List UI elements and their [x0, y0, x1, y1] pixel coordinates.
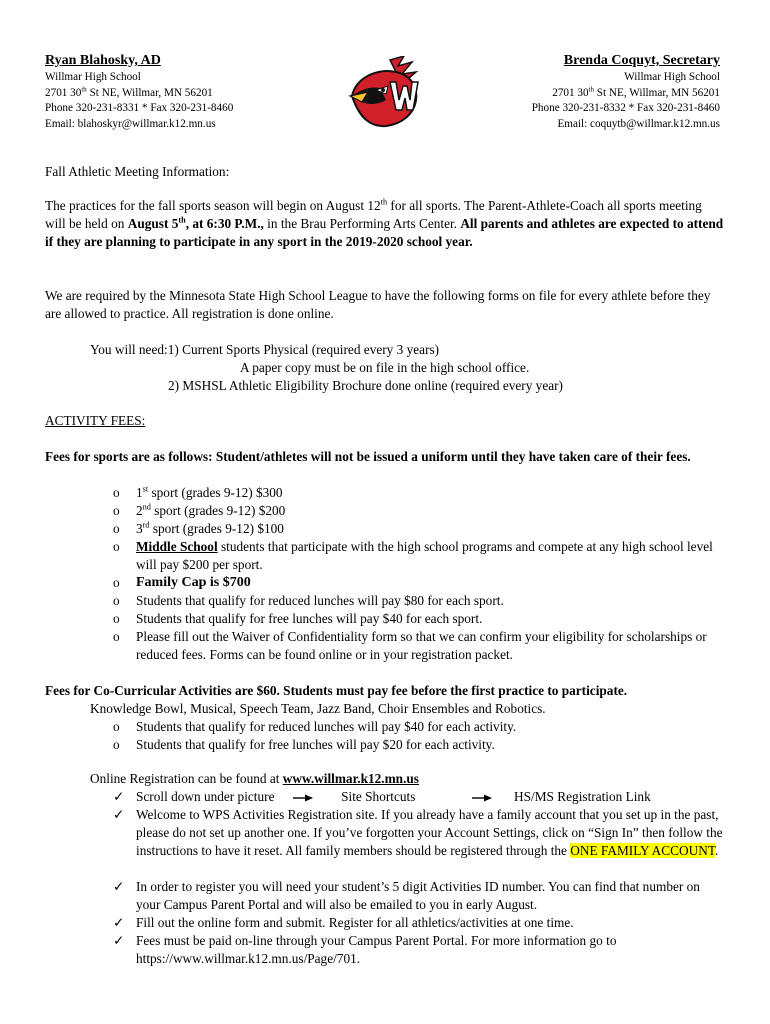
sport-fee-2-pre: 2 — [136, 503, 143, 518]
secretary-address-post: St NE, Willmar, MN 56201 — [594, 86, 720, 99]
ad-school: Willmar High School — [45, 71, 141, 83]
checkmark-icon: ✓ — [113, 933, 125, 948]
sport-fee-1-sup: st — [142, 484, 149, 494]
ad-address-sup: th — [81, 84, 87, 93]
registration-intro — [90, 770, 730, 788]
secretary-name: Brenda Coquyt, Secretary — [563, 53, 720, 68]
sport-fee-1-post: sport (grades 9-12) $300 — [148, 485, 283, 500]
secretary-address-sup: th — [588, 84, 594, 93]
meeting-date-a: August 5 — [127, 216, 179, 231]
meeting-heading: Fall Athletic Meeting Information: — [45, 164, 230, 179]
bullet-marker: o — [113, 575, 120, 590]
family-cap: Family Cap is $700 — [136, 575, 251, 590]
registration-intro-text: Online Registration can be found at — [90, 771, 283, 786]
sports-fees-heading: Fees for sports are as follows: Student/athletes will not be issued a uniform until they have taken care of their fees. — [45, 449, 691, 464]
step-5: Fees must be paid on-line through your Campus Parent Portal. For more information go to https://www.willmar.k12.mn.us/Page/701. — [136, 933, 617, 966]
meeting-date — [128, 216, 264, 231]
meeting-date-b: , at 6:30 P.M., — [185, 216, 264, 231]
sport-fee-2-post: sport (grades 9-12) $200 — [150, 503, 286, 518]
bullet-marker: o — [113, 737, 120, 752]
step-3: In order to register you will need your student’s 5 digit Activities ID number. You can find that number on your Campus Parent Portal and will also be emailed to you in early August. — [136, 879, 700, 912]
reduced-lunch-sport-fee: Students that qualify for reduced lunches will pay $80 for each sport. — [136, 593, 504, 608]
sport-fee-2-sup: nd — [142, 502, 151, 512]
p1-text-c: in the Brau Performing Arts Center. — [263, 216, 461, 231]
p1-text-a: The practices for the fall sports season will begin on August 12 — [45, 198, 381, 213]
bullet-marker: o — [113, 719, 120, 734]
need-line-1 — [90, 341, 730, 359]
meeting-date-sup: th — [178, 215, 186, 225]
header-right-contact — [532, 52, 720, 132]
cocurricular-heading: Fees for Co-Curricular Activities are $60. Students must pay fee before the first practice to participate. — [45, 683, 628, 698]
forms-paragraph: We are required by the Minnesota State High School League to have the following forms on file for every athlete before they are allowed to practice. All registration is done online. — [45, 288, 711, 321]
cardinal-bird-logo — [346, 56, 426, 130]
sport-fee-3 — [136, 520, 726, 538]
bullet-marker: o — [113, 521, 120, 536]
attendance-requirement: All parents and athletes are expected to attend if they are planning to participate in any sport in the 2019-2020 school year. — [45, 216, 724, 249]
reduced-lunch-activity-fee: Students that qualify for reduced lunches will pay $40 for each activity. — [136, 719, 517, 734]
ad-address-pre: 2701 30 — [45, 86, 82, 99]
registration-url-link[interactable]: www.willmar.k12.mn.us — [282, 771, 419, 786]
need-line-2: 2) MSHSL Athletic Eligibility Brochure done online (required every year) — [168, 378, 563, 393]
step-2 — [136, 806, 726, 860]
checkmark-icon: ✓ — [113, 915, 125, 930]
free-lunch-sport-fee: Students that qualify for free lunches will pay $40 for each sport. — [136, 611, 483, 626]
p1-text-b: for all sports. The Parent-Athlete-Coach all sports meeting will be held on — [45, 198, 702, 231]
secretary-address — [532, 86, 720, 102]
secretary-phone: Phone 320-231-8332 * Fax 320-231-8460 — [531, 102, 720, 115]
waiver-note: Please fill out the Waiver of Confidentiality form so that we can confirm your eligibility for scholarships or reduced fees. Forms can be found online or in your registration packet. — [136, 629, 707, 662]
bullet-marker: o — [113, 485, 120, 500]
step-2-text-a: Welcome to WPS Activities Registration site. If you already have a family account that you set up in the past, please do not set up another one. If you’ve forgotten your Account Settings, click on “Sign In” then follow the instructions to have it reset. All family members should be registered through the — [136, 807, 723, 858]
ad-address — [45, 86, 233, 102]
middle-school-fee — [136, 538, 726, 574]
bullet-marker: o — [113, 629, 120, 644]
right-arrow-icon — [471, 794, 493, 802]
need-item-1: 1) Current Sports Physical (required every 3 years) — [167, 342, 440, 357]
cocurricular-list: Knowledge Bowl, Musical, Speech Team, Jazz Band, Choir Ensembles and Robotics. — [90, 701, 546, 716]
checkmark-icon: ✓ — [113, 879, 125, 894]
step-4: Fill out the online form and submit. Register for all athletics/activities at one time. — [136, 915, 574, 930]
ad-email: Email: blahoskyr@willmar.k12.mn.us — [45, 117, 216, 130]
need-line-1b: A paper copy must be on file in the high school office. — [240, 360, 530, 375]
checkmark-icon: ✓ — [113, 789, 125, 804]
secretary-school: Willmar High School — [624, 71, 720, 83]
bullet-marker: o — [113, 611, 120, 626]
one-family-account-highlight: ONE FAMILY ACCOUNT — [570, 843, 715, 858]
ad-name: Ryan Blahosky, AD — [45, 53, 161, 68]
cardinal-logo-icon — [346, 56, 426, 130]
sport-fee-1-pre: 1 — [136, 485, 143, 500]
sport-fee-3-pre: 3 — [136, 521, 143, 536]
free-lunch-activity-fee: Students that qualify for free lunches will pay $20 for each activity. — [136, 737, 495, 752]
secretary-address-pre: 2701 30 — [552, 86, 589, 99]
checkmark-icon: ✓ — [113, 807, 125, 822]
ad-phone: Phone 320-231-8331 * Fax 320-231-8460 — [45, 102, 234, 115]
bullet-marker: o — [113, 539, 120, 554]
step-2-text-b: . — [714, 843, 719, 858]
step-1 — [136, 788, 726, 806]
middle-school-text: students that participate with the high school programs and compete at any high school level will pay $200 per sport. — [136, 539, 713, 572]
bullet-marker: o — [113, 503, 120, 518]
step-1-text-c: HS/MS Registration Link — [514, 789, 651, 804]
meeting-paragraph — [45, 197, 725, 251]
sport-fee-2 — [136, 502, 726, 520]
sport-fee-3-post: sport (grades 9-12) $100 — [149, 521, 284, 536]
ad-address-post: St NE, Willmar, MN 56201 — [86, 86, 213, 99]
activity-fees-heading: ACTIVITY FEES: — [45, 413, 146, 428]
sport-fee-1 — [136, 484, 726, 502]
p1-sup: th — [380, 197, 388, 207]
step-1-text-a: Scroll down under picture — [136, 789, 275, 804]
need-label: You will need: — [90, 342, 168, 357]
middle-school-label: Middle School — [136, 539, 218, 554]
step-1-text-b: Site Shortcuts — [341, 789, 416, 804]
secretary-email: Email: coquytb@willmar.k12.mn.us — [557, 117, 720, 130]
bullet-marker: o — [113, 593, 120, 608]
sport-fee-3-sup: rd — [142, 520, 150, 530]
header-left-contact — [45, 52, 233, 132]
right-arrow-icon — [292, 794, 314, 802]
